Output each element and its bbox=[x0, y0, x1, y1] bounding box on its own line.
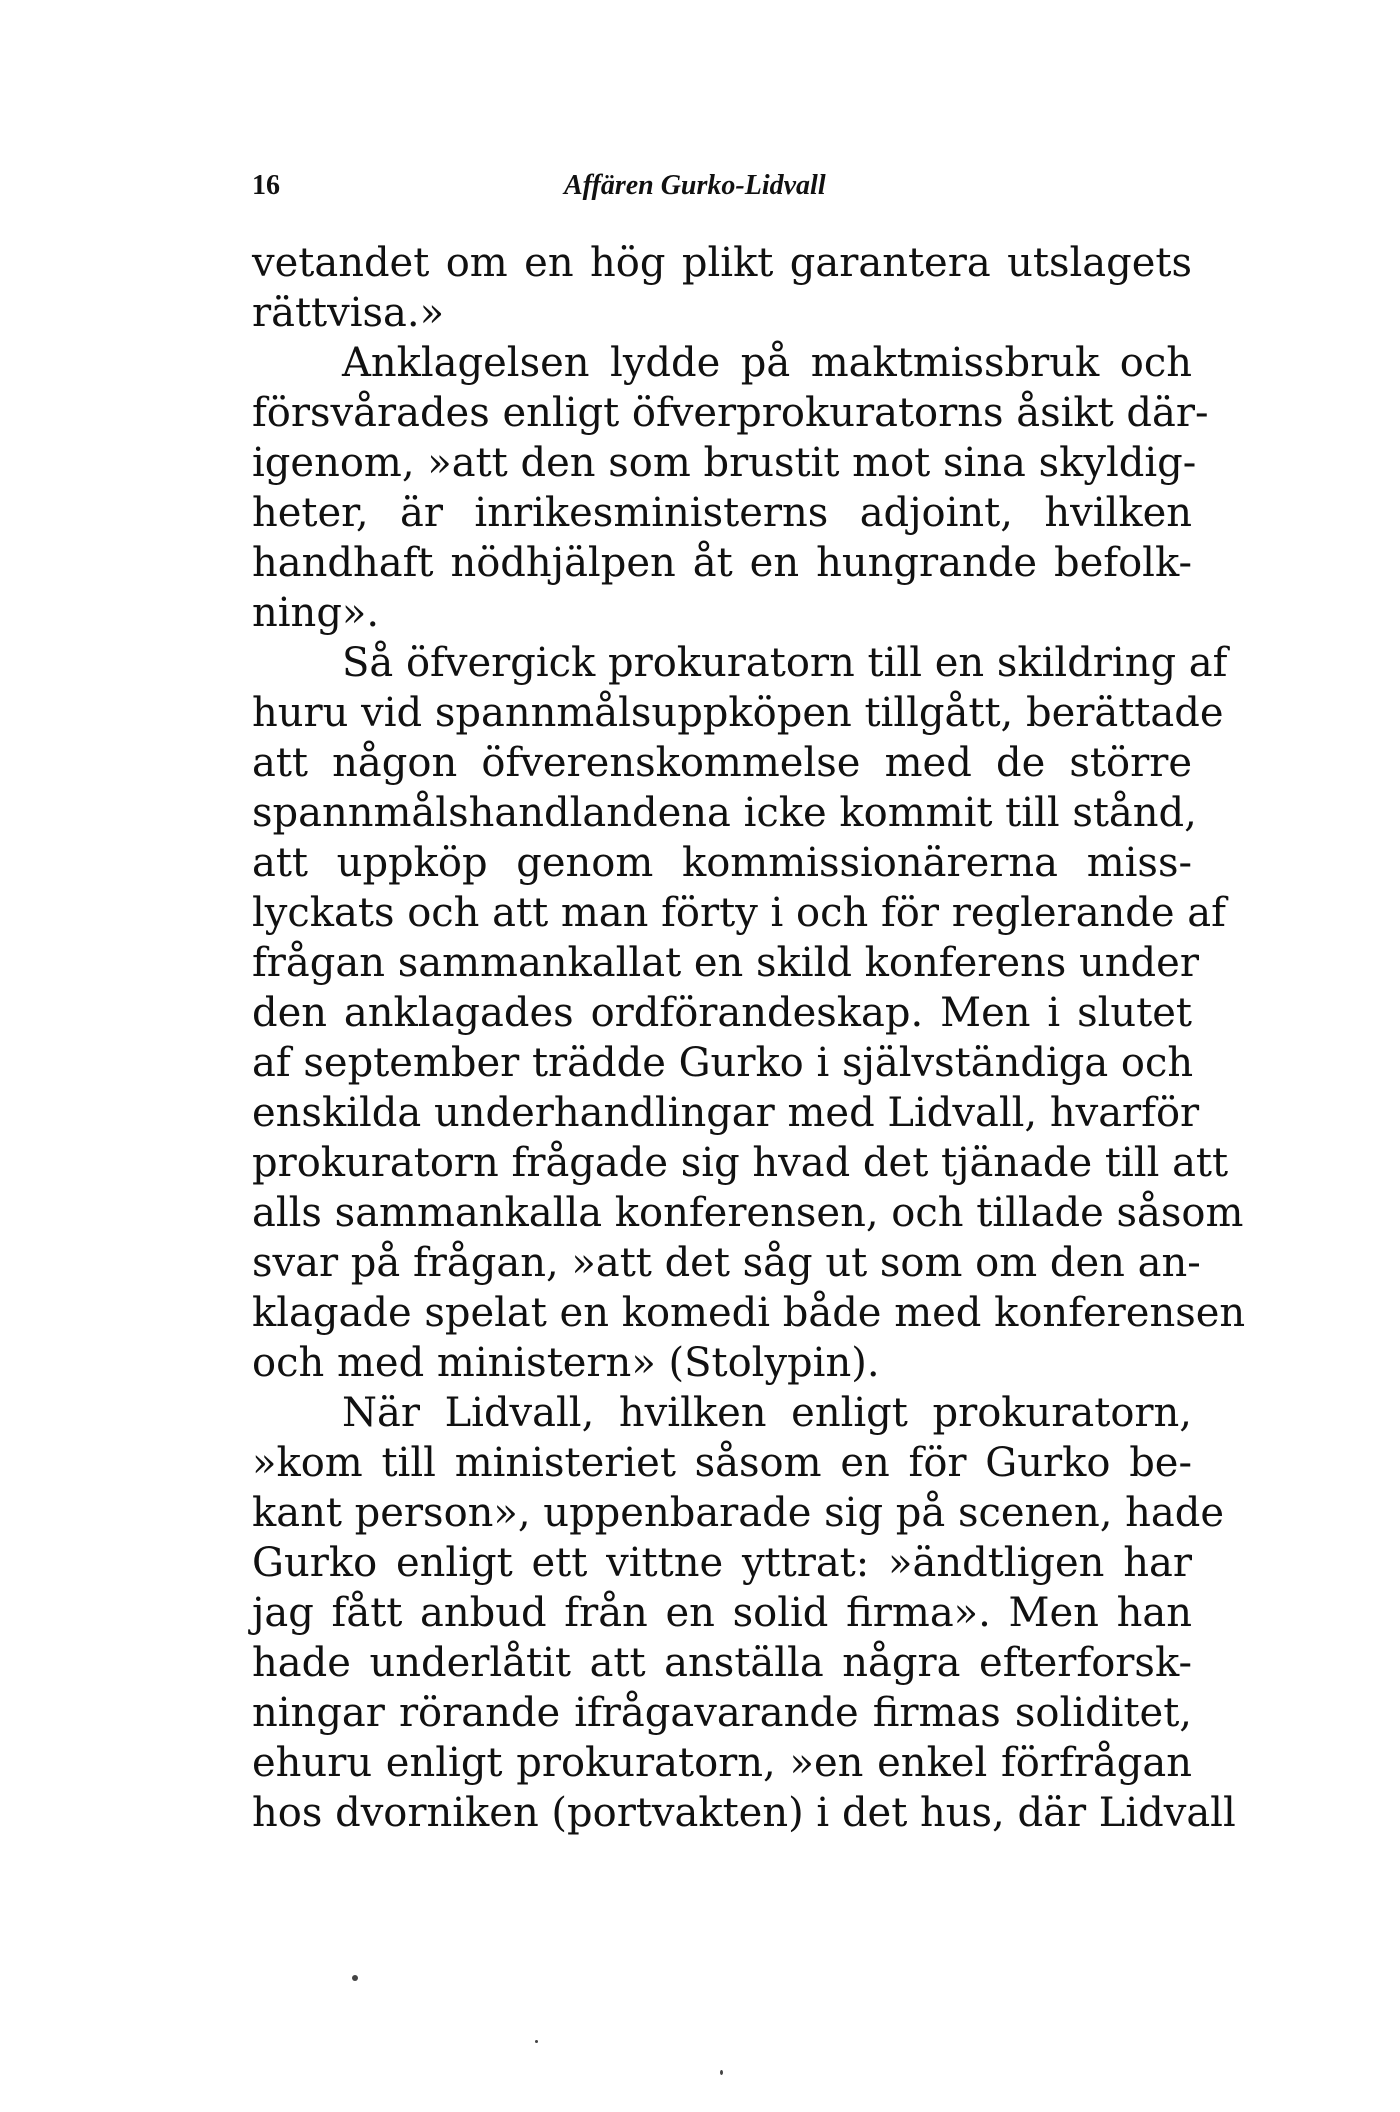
text-line: hade underlåtit att anställa några efterforsk- bbox=[252, 1640, 1192, 1686]
text-line: heter, är inrikesministerns adjoint, hvilken bbox=[252, 490, 1192, 536]
text-line: ehuru enligt prokuratorn, »en enkel förfrågan bbox=[252, 1740, 1192, 1786]
text-line: svar på frågan, »att det såg ut som om den an- bbox=[252, 1240, 1201, 1286]
page-header bbox=[252, 170, 1192, 220]
print-speck bbox=[535, 2040, 538, 2043]
text-line: igenom, »att den som brustit mot sina skyldig- bbox=[252, 440, 1197, 486]
text-line: försvårades enligt öfverprokuratorns åsikt där- bbox=[252, 390, 1209, 436]
text-line: alls sammankalla konferensen, och tillade såsom bbox=[252, 1190, 1244, 1236]
print-speck bbox=[352, 1975, 358, 1981]
text-line: När Lidvall, hvilken enligt prokuratorn, bbox=[342, 1390, 1192, 1436]
text-line: och med ministern» (Stolypin). bbox=[252, 1340, 880, 1386]
text-line: frågan sammankallat en skild konferens under bbox=[252, 940, 1199, 986]
page-number: 16 bbox=[252, 170, 280, 201]
text-line: handhaft nödhjälpen åt en hungrande befolk- bbox=[252, 540, 1192, 586]
running-title: Affären Gurko-Lidvall bbox=[564, 170, 826, 201]
text-line: Så öfvergick prokuratorn till en skildring af bbox=[342, 640, 1228, 686]
text-line: hos dvorniken (portvakten) i det hus, där Lidvall bbox=[252, 1790, 1236, 1836]
text-line: den anklagades ordförandeskap. Men i slutet bbox=[252, 990, 1192, 1036]
text-line: huru vid spannmålsuppköpen tillgått, berättade bbox=[252, 690, 1224, 736]
text-line: prokuratorn frågade sig hvad det tjänade till att bbox=[252, 1140, 1229, 1186]
text-line: jag fått anbud från en solid firma». Men han bbox=[252, 1590, 1192, 1636]
text-line: att någon öfverenskommelse med de större bbox=[252, 740, 1192, 786]
print-speck bbox=[720, 2070, 723, 2075]
text-line: »kom till ministeriet såsom en för Gurko be- bbox=[252, 1440, 1192, 1486]
text-line: Gurko enligt ett vittne yttrat: »ändtligen har bbox=[252, 1540, 1192, 1586]
text-line: klagade spelat en komedi både med konferensen bbox=[252, 1290, 1246, 1336]
text-line: kant person», uppenbarade sig på scenen, hade bbox=[252, 1490, 1225, 1536]
text-line: rättvisa.» bbox=[252, 290, 445, 336]
text-line: enskilda underhandlingar med Lidvall, hvarför bbox=[252, 1090, 1200, 1136]
text-line: vetandet om en hög plikt garantera utslagets bbox=[252, 240, 1192, 286]
text-line: Anklagelsen lydde på maktmissbruk och bbox=[342, 340, 1192, 386]
text-line: af september trädde Gurko i självständiga och bbox=[252, 1040, 1194, 1086]
text-line: spannmålshandlandena icke kommit till stånd, bbox=[252, 790, 1197, 836]
text-line: ning». bbox=[252, 590, 380, 636]
text-line: att uppköp genom kommissionärerna miss- bbox=[252, 840, 1192, 886]
text-line: ningar rörande ifrågavarande firmas soliditet, bbox=[252, 1690, 1192, 1736]
text-line: lyckats och att man förty i och för reglerande af bbox=[252, 890, 1226, 936]
